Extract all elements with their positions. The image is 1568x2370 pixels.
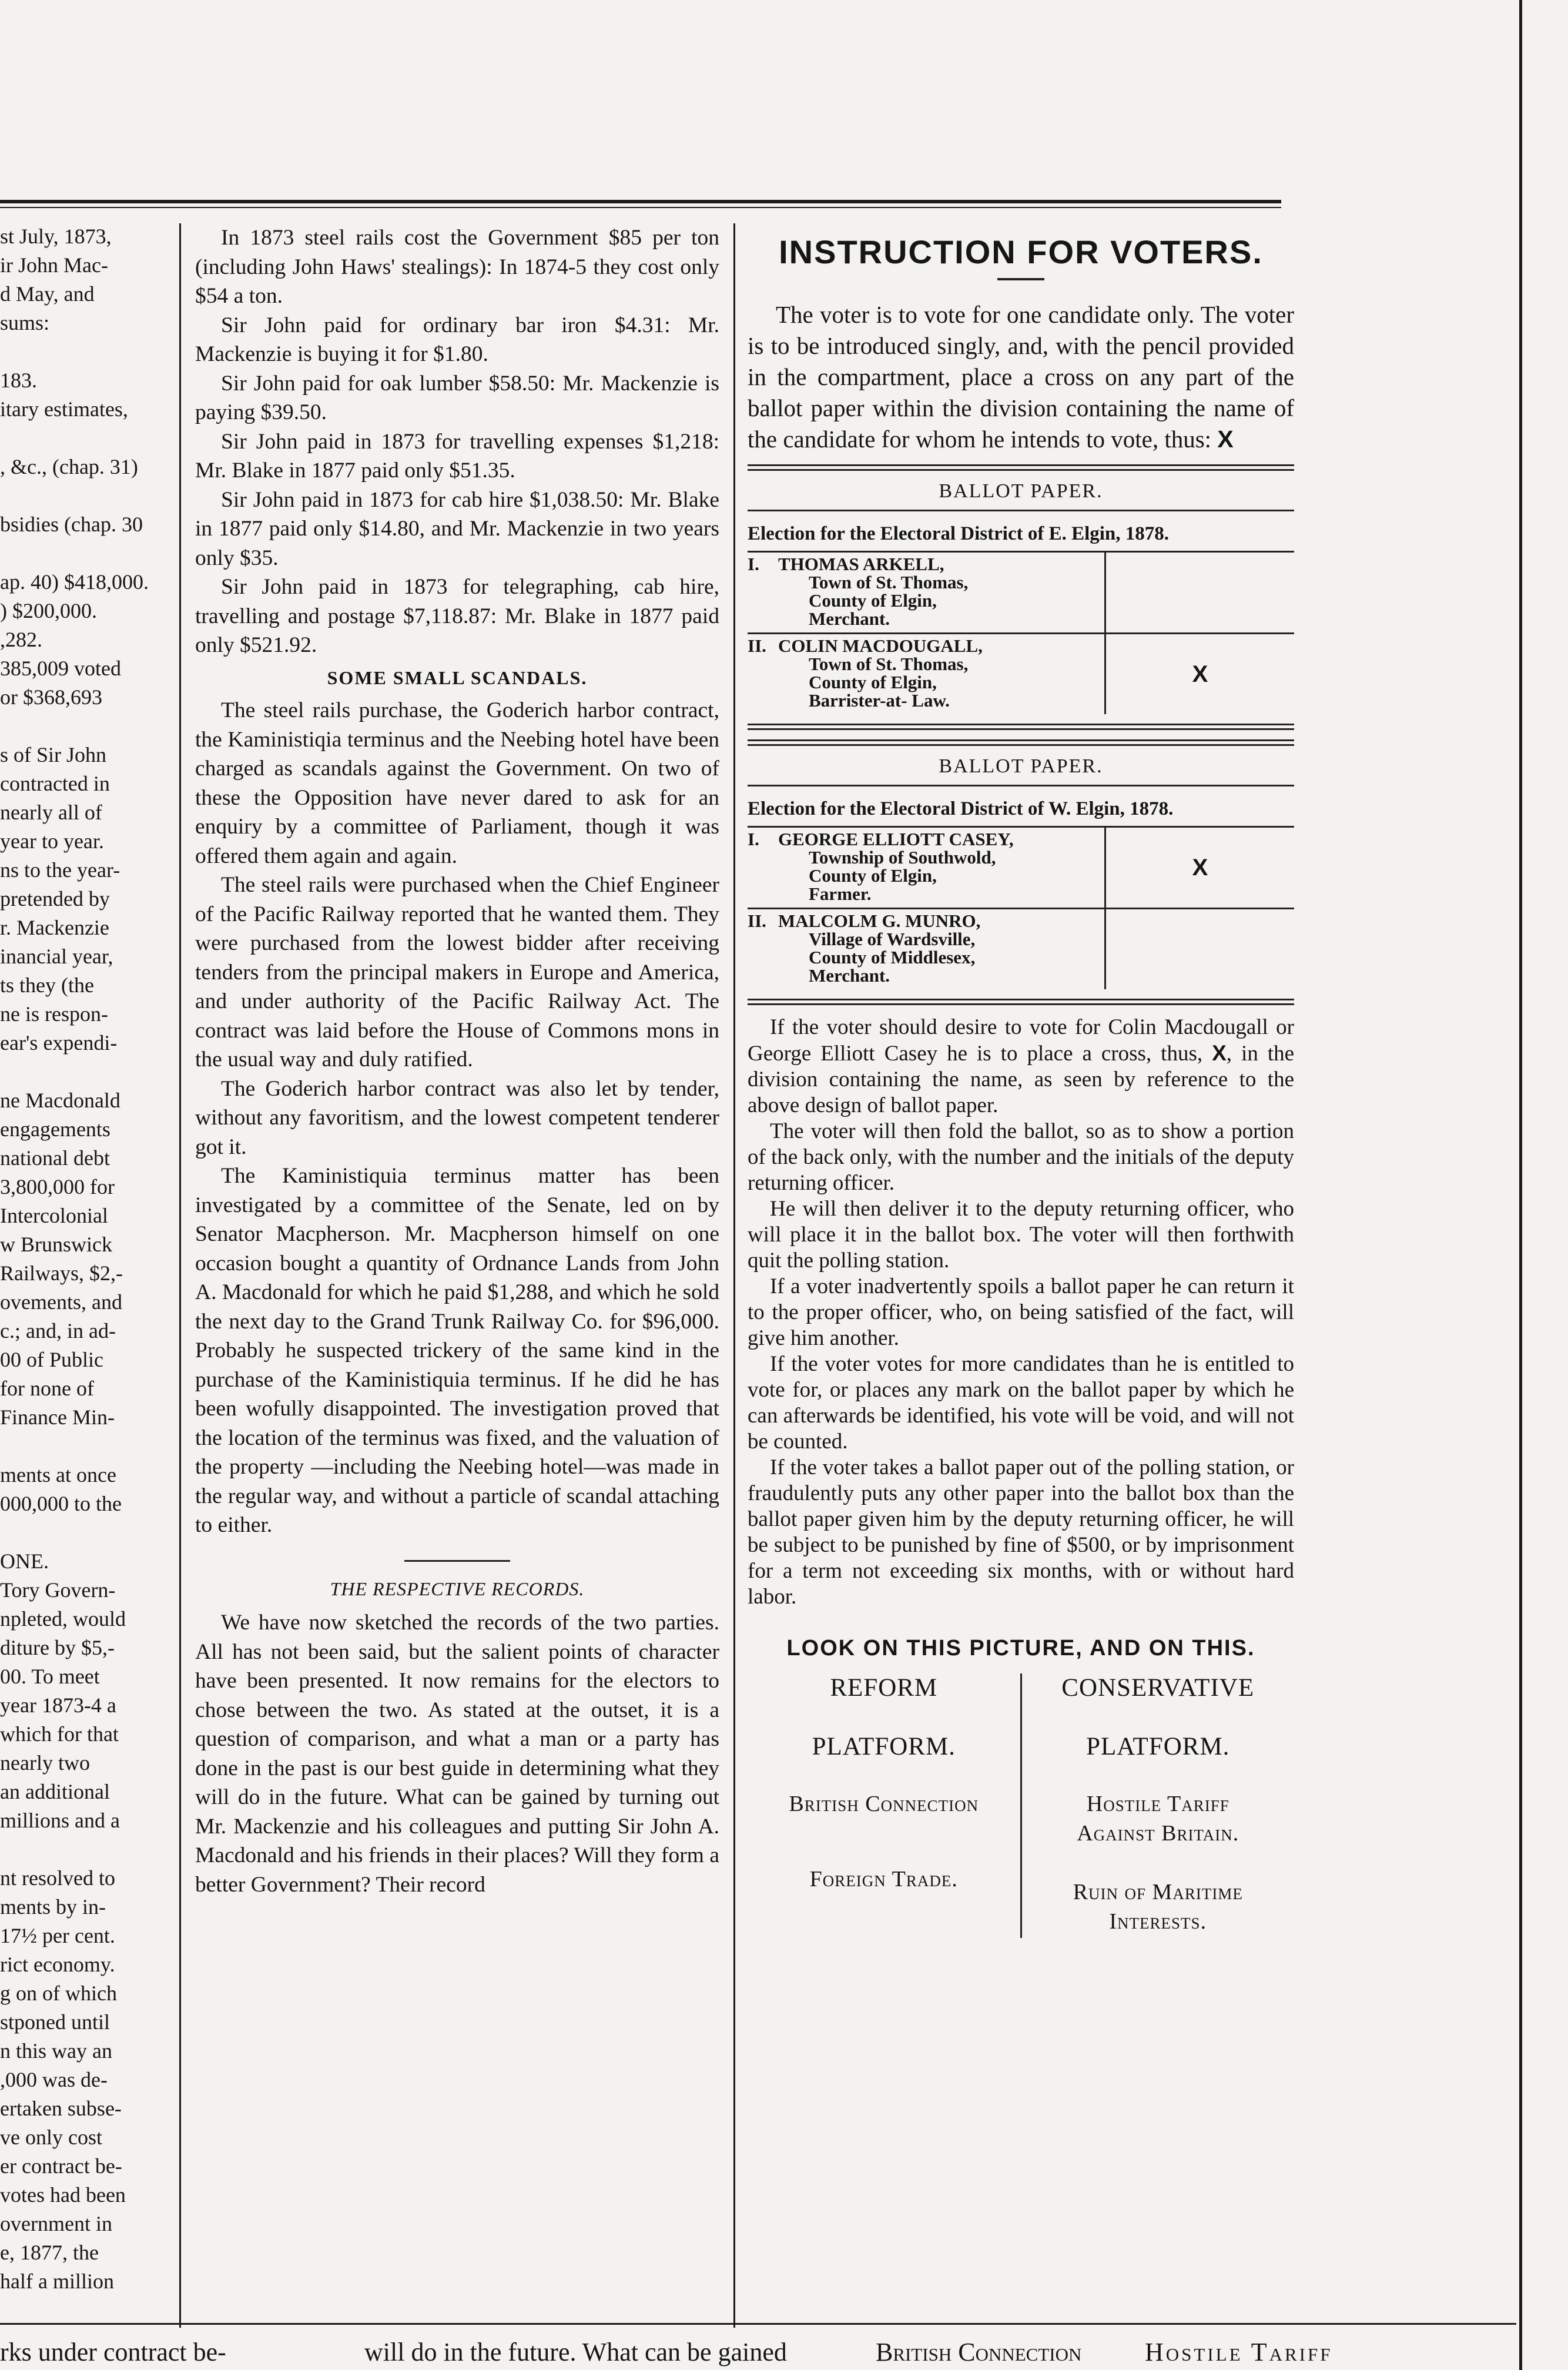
left-column-line — [0, 1057, 166, 1086]
left-column-line: npleted, would — [0, 1607, 126, 1631]
candidate-detail: Barrister-at- Law. — [809, 690, 950, 711]
candidate-name-line — [748, 830, 1104, 848]
platform-comparison — [748, 1673, 1294, 1938]
left-column-line: millions and a — [0, 1809, 120, 1832]
middle-column — [195, 223, 719, 2292]
look-heading: LOOK ON THIS PICTURE, AND ON THIS. — [786, 1636, 1255, 1661]
ballot-mark-box — [1104, 909, 1294, 989]
left-column-line: ,282. — [0, 628, 42, 651]
left-column-line: 183. — [0, 369, 37, 392]
candidate-detail: Farmer. — [809, 883, 872, 904]
middle-paragraph: The Kaministiquia terminus matter has been investigated by a committee of the Senate, led on by Senator Macpherson. Mr. Macpherson himself on one occasion bought a quantity of Ordnance Lands from John A. Macdonald for which he paid $1,288, and which he sold the next day to the Grand Trunk Railway Co. for $96,000. Probably he suspected trickery of the same kind in the purchase of the Kaministiquia terminus. If he did he has been wofully disappointed. The investigation proved that the location of the terminus was fixed, and the valuation of the property —including the Neebing hotel—was made in the regular way, and without a particle of scandal attaching to either. — [195, 1164, 719, 1537]
left-column-line: contracted in — [0, 772, 110, 795]
voter-instruction: If the voter votes for more candidates than he is entitled to vote for, or places any mark on the ballot paper by which he can afterwards be identified, his vote will be void, and will not be counted. — [748, 1352, 1294, 1454]
candidate-name: GEORGE ELLIOTT CASEY, — [778, 829, 1014, 849]
left-column-line: engagements — [0, 1117, 110, 1141]
conservative-platform: CONSERVATIVE PLATFORM. Hostile Tariff Against Britain. Ruin of Maritime Interests. — [1061, 1674, 1255, 1934]
bottom-right-text-1: British Connection — [876, 2338, 1082, 2366]
left-column-line: inancial year, — [0, 945, 113, 968]
instruction-title: INSTRUCTION FOR VOTERS. — [779, 233, 1263, 270]
ballot-candidate-row — [748, 908, 1294, 989]
middle-paragraph: Sir John paid in 1873 for cab hire $1,038.50: Mr. Blake in 1877 paid only $14.80, and Mr. Mackenzie in two years only $35. — [195, 487, 719, 570]
candidate-detail: County of Elgin, — [809, 590, 937, 611]
left-column-line: ) $200,000. — [0, 599, 97, 622]
candidate-name: MALCOLM G. MUNRO, — [778, 910, 981, 931]
candidate-entry — [748, 553, 1104, 632]
top-border-rule — [0, 200, 1281, 203]
left-column-line: er contract be- — [0, 2154, 122, 2178]
left-column-line: ear's expendi- — [0, 1031, 118, 1055]
left-column-line — [0, 1432, 166, 1461]
left-column-line: d May, and — [0, 282, 95, 306]
left-column-line: c.; and, in ad- — [0, 1319, 116, 1343]
ballot-mark-box: X — [1104, 634, 1294, 714]
left-column-line: ,000 was de- — [0, 2068, 108, 2091]
middle-paragraph: The steel rails were purchased when the Chief Engineer of the Pacific Railway reported that he wanted them. They were purchased from the lowest bidder after receiving tenders from the principal makers in Europe and America, and under authority of the Pacific Railway Act. The contract was laid before the House of Commons mons in the usual way and duly ratified. — [195, 873, 719, 1072]
left-column-line: votes had been — [0, 2183, 126, 2207]
left-column-line: 3,800,000 for — [0, 1175, 115, 1199]
left-column-line: rict economy. — [0, 1953, 115, 1976]
candidate-number: I. — [748, 554, 759, 574]
candidate-name-line — [748, 637, 1104, 655]
candidate-detail: County of Elgin, — [809, 865, 937, 886]
left-column-line: half a million — [0, 2269, 114, 2293]
middle-paragraph: The Goderich harbor contract was also let by tender, without any favoritism, and the lowest competent tenderer got it. — [195, 1076, 719, 1159]
left-column-line: ments by in- — [0, 1895, 106, 1919]
left-column-line: itary estimates, — [0, 397, 128, 421]
ballot-mark-box — [1104, 553, 1294, 632]
ballot-candidate-row — [748, 551, 1294, 632]
left-column-line: for none of — [0, 1377, 94, 1400]
bottom-right-text-2: Hostile Tariff — [1145, 2338, 1333, 2366]
left-column-line: or $368,693 — [0, 685, 102, 709]
ballot-election-line: Election for the Electoral District of E. Elgin, 1878. — [748, 523, 1170, 544]
column-divider-2 — [733, 223, 735, 2328]
heading-respective-records: THE RESPECTIVE RECORDS. — [330, 1578, 585, 1599]
ballot-paper — [748, 739, 1294, 1005]
candidate-name-line — [748, 555, 1104, 573]
ballot-double-rule — [748, 724, 1294, 730]
candidate-detail: Township of Southwold, — [809, 847, 996, 868]
candidate-detail: County of Elgin, — [809, 672, 937, 692]
left-column-line: g on of which — [0, 1981, 117, 2005]
candidate-detail: Village of Wardsville, — [809, 929, 976, 949]
candidate-entry — [748, 634, 1104, 714]
heading-small-scandals: SOME SMALL SCANDALS. — [327, 667, 588, 688]
ballot-candidate-row — [748, 632, 1294, 714]
title-dash — [997, 278, 1044, 280]
left-column-line — [0, 337, 166, 366]
top-border-rule-thin — [0, 207, 1281, 208]
bottom-border-rule — [0, 2323, 1516, 2325]
ballot-paper — [748, 464, 1294, 730]
left-column-line: Finance Min- — [0, 1405, 115, 1429]
ballot-double-rule — [748, 999, 1294, 1005]
left-column-line: Intercolonial — [0, 1204, 108, 1227]
left-column-line: ap. 40) $418,000. — [0, 570, 149, 594]
left-column-line — [0, 1518, 166, 1547]
left-column-line: bsidies (chap. 30 — [0, 513, 143, 536]
reform-platform: REFORM PLATFORM. British Connection Foreign Trade. — [748, 1673, 1022, 1938]
left-column-line — [0, 712, 166, 741]
left-column-line: ONE. — [0, 1549, 49, 1573]
left-column-line: w Brunswick — [0, 1233, 112, 1256]
candidate-name: THOMAS ARKELL, — [778, 554, 944, 574]
left-column-line: sums: — [0, 311, 50, 334]
left-column-line: ns to the year- — [0, 858, 120, 882]
left-column-line — [0, 481, 166, 510]
left-column-line — [0, 539, 166, 568]
example-x-mark: X — [1217, 426, 1234, 453]
left-column-line: year to year. — [0, 829, 104, 853]
left-column-line: e, 1877, the — [0, 2241, 99, 2264]
left-column-line — [0, 424, 166, 453]
column-divider-1 — [179, 223, 181, 2328]
ballot-double-rule — [748, 739, 1294, 746]
left-column-line: ne Macdonald — [0, 1089, 120, 1112]
voter-instruction: The voter will then fold the ballot, so as to show a portion of the back only, with the number and the initials of the deputy returning officer. — [748, 1119, 1294, 1195]
middle-paragraph: The steel rails purchase, the Goderich harbor contract, the Kaministiqia terminus and the Neebing hotel have been charged as scandals against the Government. On two of these the Opposition have never dared to ask for an enquiry by a committee of Parliament, though it was offered them again and again. — [195, 698, 719, 868]
left-column-line: ertaken subse- — [0, 2097, 122, 2120]
bottom-strip — [0, 2329, 1568, 2370]
bottom-left-text: rks under contract be- — [0, 2338, 226, 2366]
voter-instruction: He will then deliver it to the deputy returning officer, who will place it in the ballot box. The voter will then forthwith quit the polling station. — [748, 1197, 1294, 1273]
left-column-line: Railways, $2,- — [0, 1261, 123, 1285]
section-divider — [404, 1560, 510, 1562]
candidate-name-line — [748, 912, 1104, 930]
ballot-election-line: Election for the Electoral District of W. Elgin, 1878. — [748, 798, 1174, 819]
after-ballots-text: If the voter should desire to vote for Colin Macdougall or George Elliott Casey he is to place a cross, thus, X, in the division containing the name, as seen by reference to the above design of ballot paper. — [748, 1015, 1294, 1117]
candidate-detail: Town of St. Thomas, — [809, 572, 969, 592]
candidate-name: COLIN MACDOUGALL, — [778, 635, 983, 656]
left-column-line: which for that — [0, 1722, 119, 1746]
ballot-candidate-row — [748, 826, 1294, 908]
left-column-line: Tory Govern- — [0, 1578, 116, 1602]
ballot-mark-box: X — [1104, 828, 1294, 908]
right-column — [748, 229, 1294, 2310]
left-column-line: 385,009 voted — [0, 657, 121, 680]
left-column-line: national debt — [0, 1146, 110, 1170]
candidate-entry — [748, 828, 1104, 908]
left-column-line: ts they (the — [0, 973, 94, 997]
candidate-detail: County of Middlesex, — [809, 947, 976, 968]
ballot-title: BALLOT PAPER. — [939, 480, 1103, 502]
left-column-line: nt resolved to — [0, 1866, 115, 1890]
left-column-line: 000,000 to the — [0, 1492, 122, 1515]
left-column-line: st July, 1873, — [0, 225, 112, 248]
ballot-rule — [748, 785, 1294, 786]
candidate-number: I. — [748, 829, 759, 849]
candidate-number: II. — [748, 635, 766, 656]
candidate-detail: Town of St. Thomas, — [809, 654, 969, 674]
left-column-line: r. Mackenzie — [0, 916, 109, 939]
middle-paragraph: Sir John paid for ordinary bar iron $4.31: Mr. Mackenzie is buying it for $1.80. — [195, 313, 719, 366]
left-column-line: overnment in — [0, 2212, 112, 2235]
left-column-line: s of Sir John — [0, 743, 107, 766]
ballot-title: BALLOT PAPER. — [939, 755, 1103, 777]
left-column-line: ne is respon- — [0, 1002, 108, 1026]
middle-paragraph: Sir John paid in 1873 for travelling expenses $1,218: Mr. Blake in 1877 paid only $51.35. — [195, 429, 719, 483]
bottom-middle-text: will do in the future. What can be gained — [364, 2338, 787, 2366]
left-column-line: pretended by — [0, 887, 110, 910]
ballot-double-rule — [748, 464, 1294, 471]
left-column-line: nearly two — [0, 1751, 90, 1775]
middle-paragraph: Sir John paid in 1873 for telegraphing, cab hire, travelling and postage $7,118.87: Mr. Blake in 1877 paid only $521.92. — [195, 575, 719, 657]
left-column-line: ments at once — [0, 1463, 116, 1487]
left-column-line: , &c., (chap. 31) — [0, 455, 138, 478]
left-column — [0, 222, 166, 2303]
left-column-line: an additional — [0, 1780, 110, 1803]
left-column-line: year 1873-4 a — [0, 1693, 116, 1717]
middle-paragraph: We have now sketched the records of the two parties. All has not been said, but the salient points of character have been presented. It now remains for the electors to chose between the two. As stated at the outset, it is a question of comparison, and what a man or a party has done in the past is our best guide in determining what they will do in the future. What can be gained by turning out Mr. Mackenzie and his colleagues and putting Sir John A. Macdonald and his friends in their places? Will they form a better Government? Their record — [195, 1611, 719, 1897]
right-edge-rule — [1519, 0, 1522, 2370]
left-column-line: nearly all of — [0, 801, 102, 824]
left-column-line: ve only cost — [0, 2125, 102, 2149]
left-column-line: n this way an — [0, 2039, 112, 2063]
left-column-line: ir John Mac- — [0, 253, 108, 277]
left-column-line: ovements, and — [0, 1290, 122, 1314]
voter-instruction: If the voter takes a ballot paper out of the polling station, or fraudulently puts any other paper into the ballot box than the ballot paper given him by the deputy returning officer, he will be subject to be punished by fine of $500, or by imprisonment for a term not exceeding six months, with or without hard labor. — [748, 1455, 1294, 1609]
left-column-line: 00 of Public — [0, 1348, 103, 1371]
left-column-line — [0, 1835, 166, 1864]
instruction-intro: The voter is to vote for one candidate only. The voter is to be introduced singly, and, with the pencil provided in the compartment, place a cross on any part of the ballot paper within the division containing the name of the candidate for whom he intends to vote, thus: X — [748, 301, 1294, 453]
left-column-line: diture by $5,- — [0, 1636, 115, 1659]
candidate-detail: Merchant. — [809, 965, 890, 986]
candidate-number: II. — [748, 910, 766, 931]
left-column-line: 17½ per cent. — [0, 1924, 115, 1947]
left-column-line: stponed until — [0, 2010, 110, 2034]
middle-paragraph: Sir John paid for oak lumber $58.50: Mr. Mackenzie is paying $39.50. — [195, 371, 719, 424]
voter-instruction: If a voter inadvertently spoils a ballot paper he can return it to the proper officer, who, on being satisfied of the fact, will give him another. — [748, 1274, 1294, 1350]
ballot-rule — [748, 510, 1294, 511]
middle-paragraph: In 1873 steel rails cost the Government $85 per ton (including John Haws' stealings): In 1874-5 they cost only $54 a ton. — [195, 226, 719, 308]
candidate-detail: Merchant. — [809, 608, 890, 629]
candidate-entry — [748, 909, 1104, 989]
left-column-line: 00. To meet — [0, 1665, 100, 1688]
